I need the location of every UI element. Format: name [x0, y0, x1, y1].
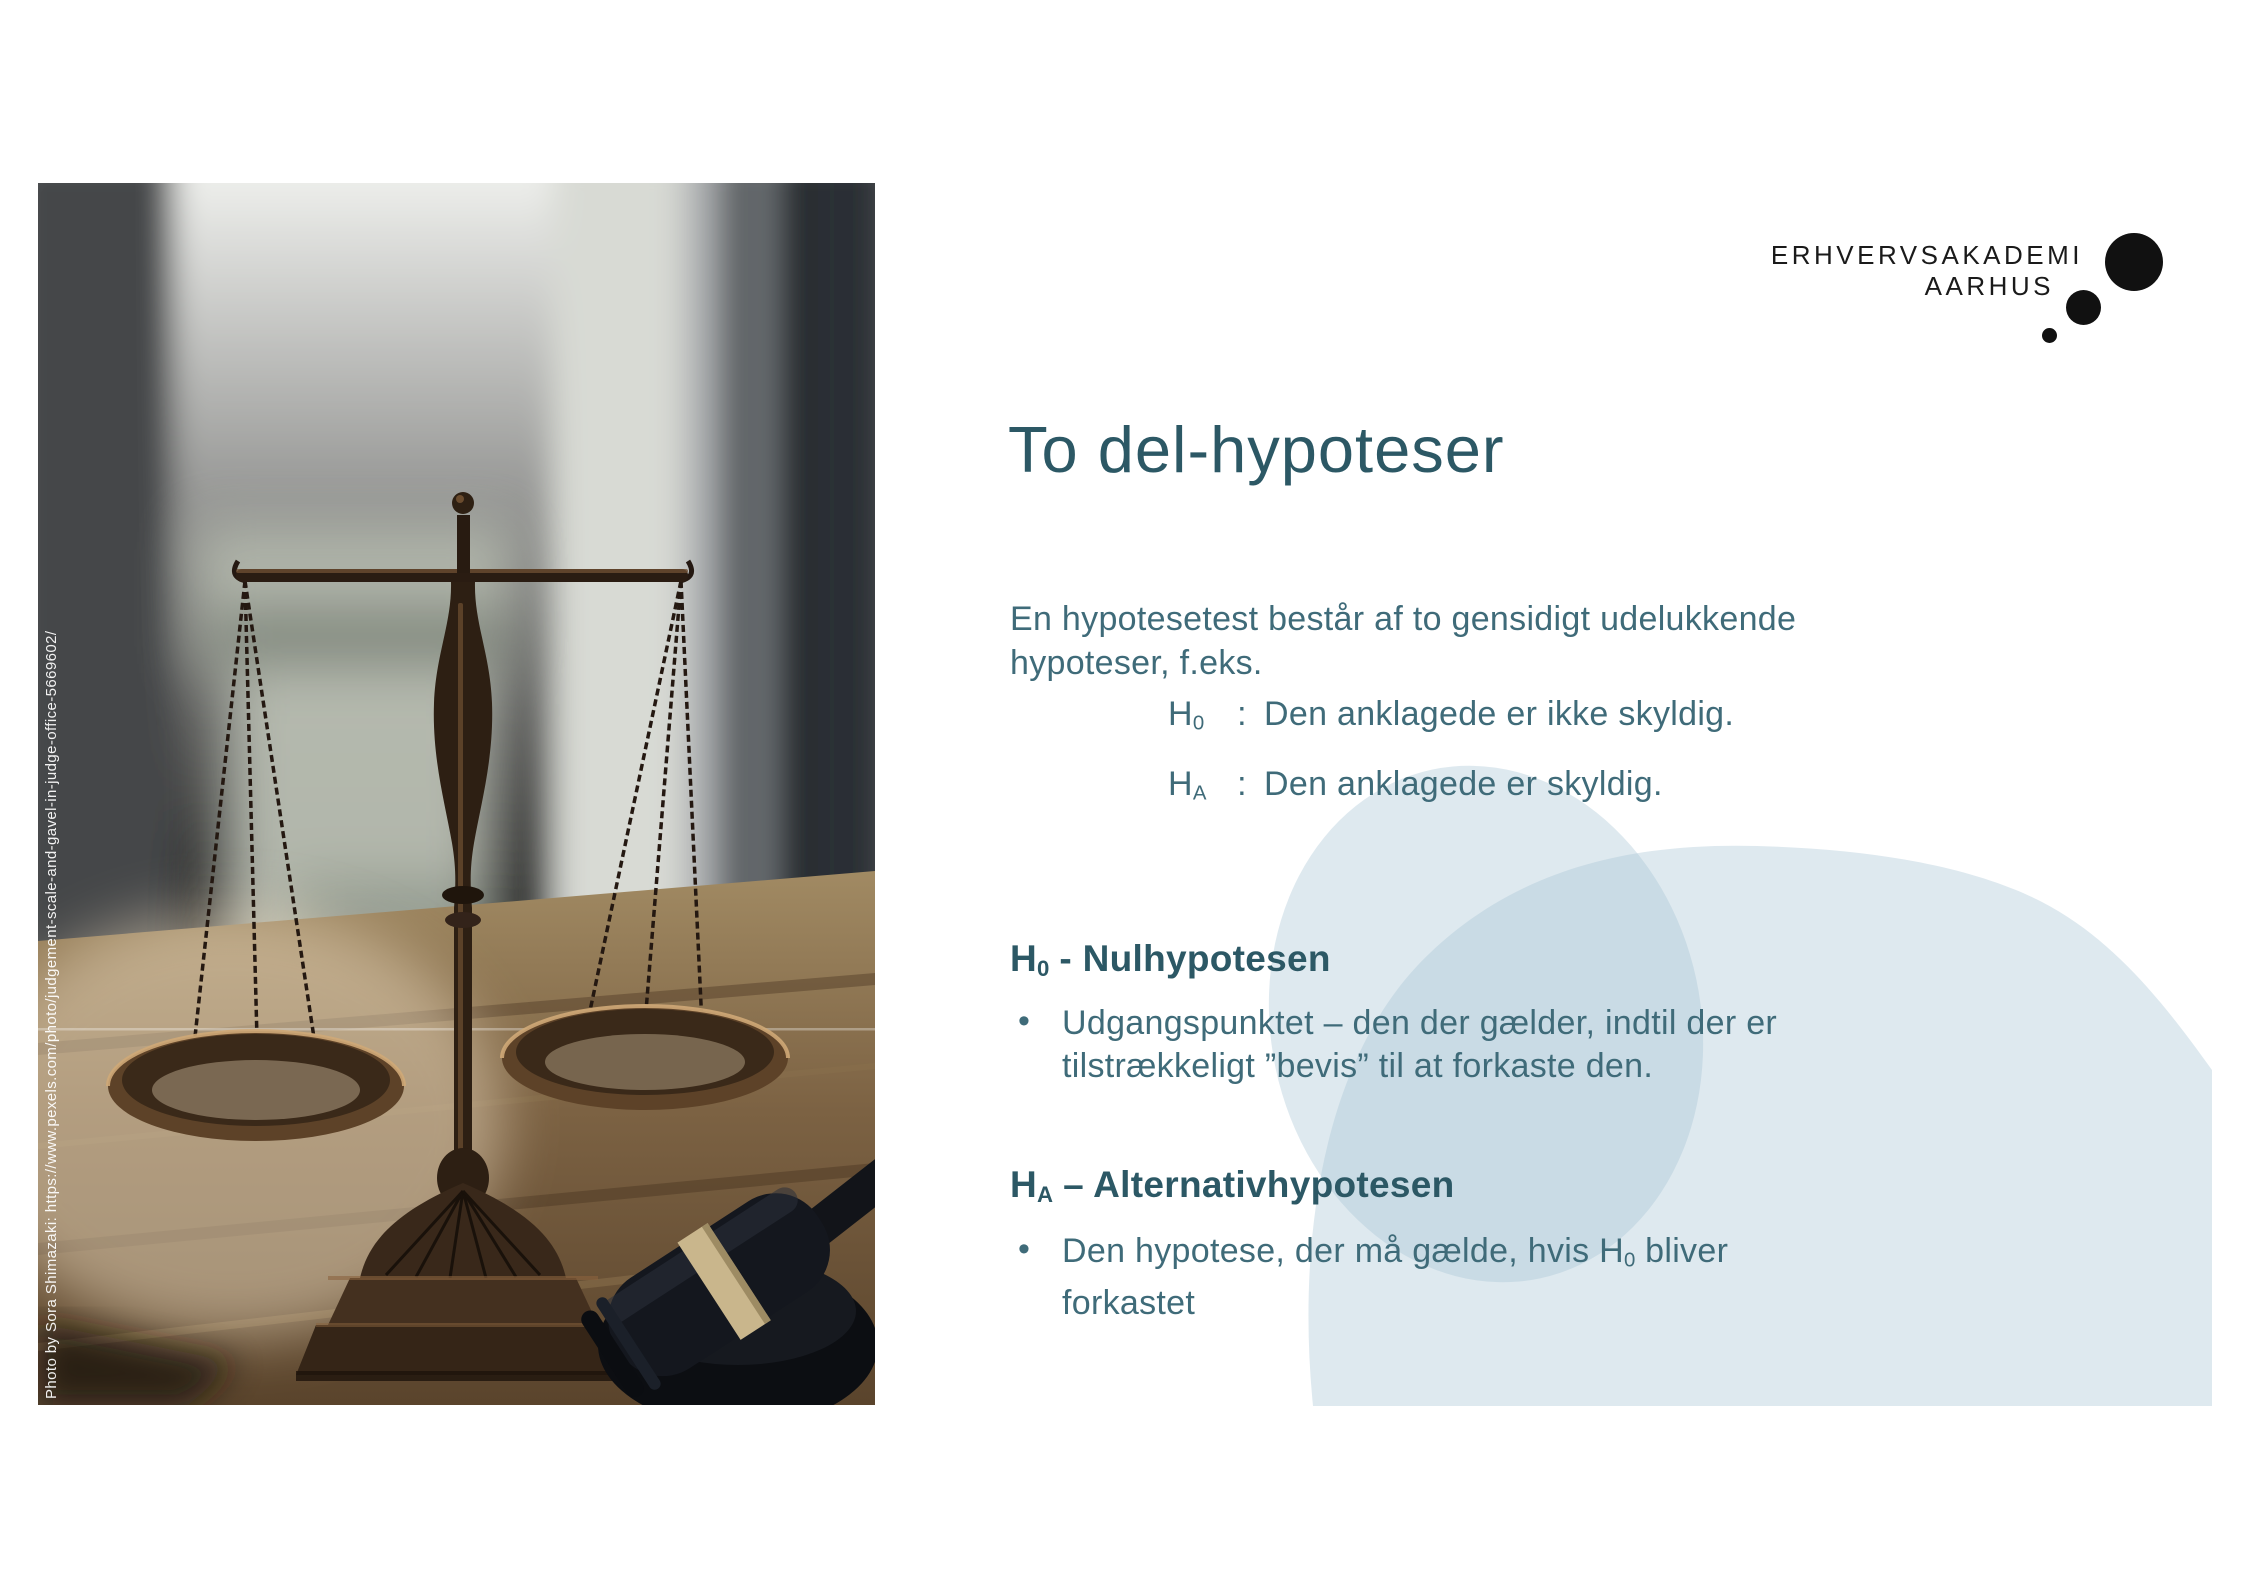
logo-line2: AARHUS — [1924, 271, 2054, 301]
h0-statement: Den anklagede er ikke skyldig. — [1264, 695, 1735, 733]
hypothesis-examples — [1168, 692, 1734, 833]
logo-dot-large-icon — [2105, 233, 2163, 291]
alternative-hypothesis-heading: $H_A$ – Alternativhypotesen — [1010, 1164, 1455, 1207]
logo-erhvervsakademi-aarhus — [1771, 240, 2083, 302]
scale-plinth-bottom — [296, 1325, 630, 1375]
scale-plinth-top — [328, 1278, 598, 1325]
ha-statement: Den anklagede er skyldig. — [1264, 765, 1663, 804]
logo-dot-medium-icon — [2066, 290, 2101, 325]
logo-line1: ERHVERVSAKADEMI — [1770, 240, 2083, 270]
bullet-line: tilstrækkeligt ”bevis” til at forkaste den. — [1062, 1047, 1654, 1085]
null-hypothesis-bullet — [1010, 1002, 1782, 1088]
justice-scale-illustration — [38, 183, 875, 1405]
alternative-hypothesis-bullet — [1010, 1230, 1782, 1325]
h0-symbol: $H_0$ — [1168, 695, 1205, 735]
intro-line: hypoteser, f.eks. — [1010, 644, 1263, 682]
bullet-line: Den hypotese, der må gælde, hvis $H_0$ bliver forkastet — [1062, 1232, 1729, 1323]
justice-scale-photo — [38, 183, 875, 1405]
scale-pan-left — [108, 1031, 404, 1141]
ha-symbol: $H_A$ — [1168, 765, 1207, 805]
bullet-line: Udgangspunktet – den der gælder, indtil der er — [1062, 1004, 1778, 1042]
hypothesis-row-h0 — [1168, 692, 1734, 745]
scale-pan-right — [502, 1006, 788, 1110]
bullet-icon: • — [1018, 1002, 1031, 1040]
bullet-icon: • — [1018, 1230, 1031, 1268]
null-hypothesis-heading: $H_0$ - Nulhypotesen — [1010, 938, 1331, 981]
page-title: To del-hypoteser — [1008, 413, 1505, 486]
intro-paragraph — [1010, 597, 1796, 685]
colon: : — [1237, 695, 1247, 733]
hypothesis-row-ha — [1168, 762, 1734, 815]
intro-line: En hypotesetest består af to gensidigt udelukkende — [1010, 600, 1797, 638]
colon: : — [1237, 765, 1247, 804]
logo-dot-small-icon — [2042, 328, 2057, 343]
photo-credit: Photo by Sora Shimazaki: https://www.pexels.com/photo/judgement-scale-and-gavel-in-judge-office-5669602/ — [43, 630, 60, 1399]
